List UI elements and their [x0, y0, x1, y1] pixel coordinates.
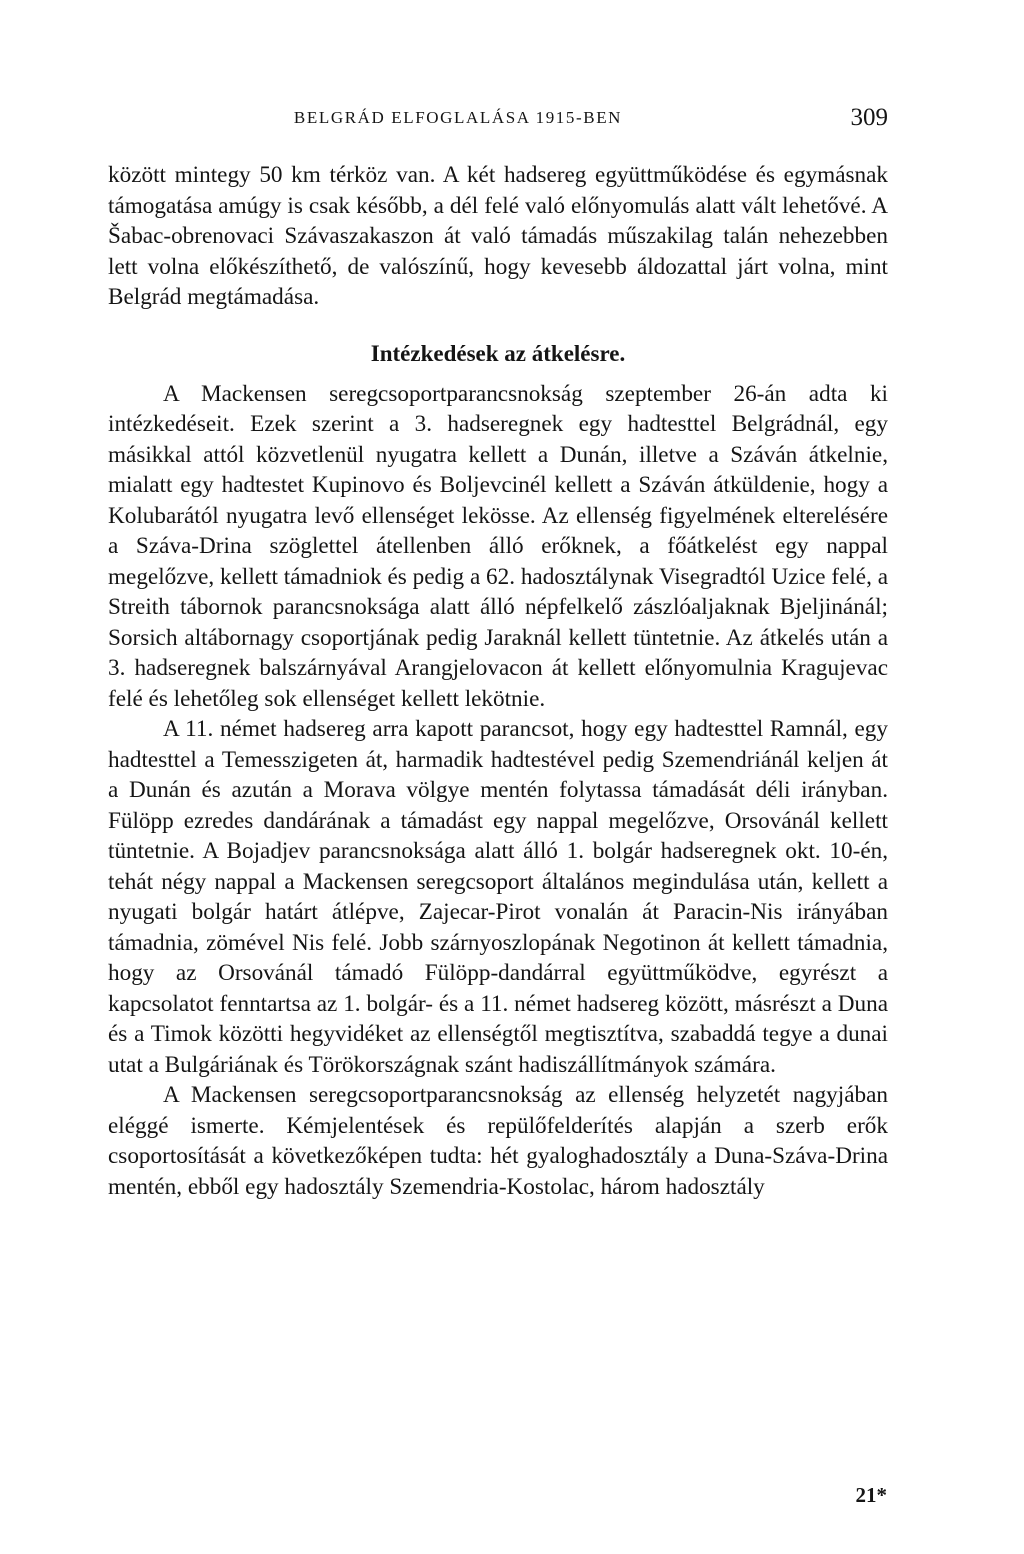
paragraph-3: A 11. német hadsereg arra kapott parancsot, hogy egy hadtesttel Ramnál, egy hadtesttel a Temesszigeten át, harmadik hadtestével pedig Szemendriánál keljen át a Dunán és azután a Morava völgye mentén folytassa támadását déli irányban. Fülöpp ezredes dandárának a támadást egy nappal megelőzve, Orsovánál kellett tüntetnie. A Bojadjev parancsnoksága alatt álló 1. bolgár hadseregnek okt. 10-én, tehát négy nappal a Mackensen seregcsoport általános megindulása után, kellett a nyugati bolgár határt átlépve, Zajecar-Pirot vonalán át Paracin-Nis irányában támadnia, zömével Nis felé. Jobb szárnyoszlopának Negotinon át kellett támadnia, hogy az Orsovánál támadó Fülöpp-dandárral együttműködve, egyrészt a kapcsolatot fenntartsa az 1. bolgár- és a 11. német hadsereg között, másrészt a Duna és a Timok közötti hegyvidéket az ellenségtől megtisztítva, szabaddá tegye a dunai utat a Bulgáriának és Törökországnak szánt hadiszállítmányok számára. [108, 716, 888, 1078]
page-number: 309 [850, 104, 888, 131]
running-title: BELGRÁD ELFOGLALÁSA 1915-BEN [293, 108, 623, 127]
body-text [108, 160, 888, 1202]
running-head [108, 104, 888, 140]
signature-mark: 21* [855, 1483, 887, 1507]
paragraph-1: között mintegy 50 km térköz van. A két hadsereg együttműködése és egymásnak támogatása amúgy is csak később, a dél felé való előnyomulás alatt vált lehetővé. A Šabac-obrenovaci Szávaszakaszon át való támadás műszakilag talán nehezebben lett volna előkészíthető, de valószínű, hogy kevesebb áldozattal járt volna, mint Belgrád megtámadása. [108, 162, 888, 310]
paragraph-4: A Mackensen seregcsoportparancsnokság az ellenség helyzetét nagyjában eléggé ismerte. Kémjelentések és repülőfelderítés alapján a szerb erők csoportosítását a következőképen tudta: hét gyaloghadosztály a Duna-Száva-Drina mentén, ebből egy hadosztály Szemendria-Kostolac, három hadosztály [108, 1082, 888, 1200]
section-heading: Intézkedések az átkelésre. [370, 340, 626, 366]
paragraph-2: A Mackensen seregcsoportparancsnokság szeptember 26-án adta ki intézkedéseit. Ezek szerint a 3. hadseregnek egy hadtesttel Belgrádnál, egy másikkal attól közvetlenül nyugatra kellett a Dunán, illetve a Száván átkelnie, mialatt egy hadtestet Kupinovo és Boljevcinél kellett a Száván átküldenie, hogy a Kolubarától nyugatra levő ellenséget lekösse. Az ellenség figyelmének elterelésére a Száva-Drina szöglettel átellenben álló erőknek, a főátkelést egy nappal megelőzve, kellett támadniok és pedig a 62. hadosztálynak Visegradtól Uzice felé, a Streith tábornok parancsnoksága alatt álló népfelkelő zászlóaljaknak Bjeljinánál; Sorsich altábornagy csoportjának pedig Jaraknál kellett tüntetnie. Az átkelés után a 3. hadseregnek balszárnyával Arangjelovacon át kellett előnyomulnia Kragujevac felé és lehetőleg sok ellenséget kellett lekötnie. [108, 380, 888, 712]
